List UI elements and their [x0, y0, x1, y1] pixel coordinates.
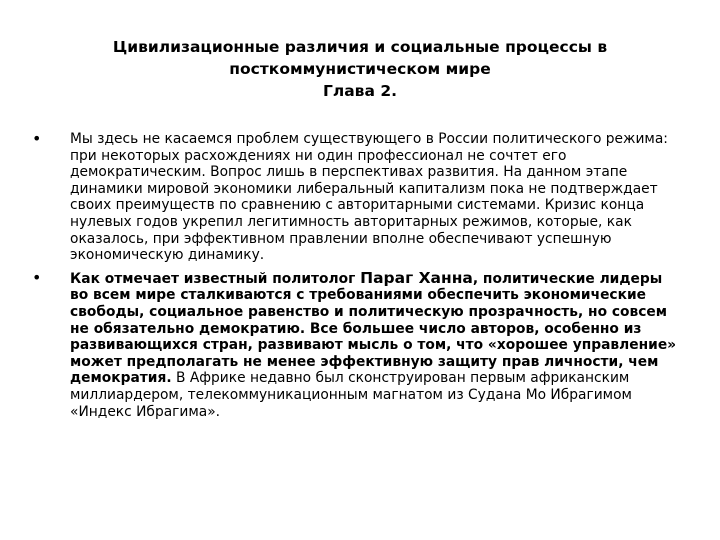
bullet-text-2-bold-body: , политические лидеры во всем мире сталкиваются с требованиями обеспечить экономические свободы, социальное равенство и политическую прозрачность, но совсем не обязательно демократию. Все большее число авторов, особенно из развивающихся стран, развивают мысль о том, что «хорошее управление» может предполагать не менее эффективную защиту прав личности, чем демократия.: [70, 270, 677, 387]
bullet-text-1: Мы здесь не касаемся проблем существующего в России политического режима: при некоторых расхождениях ни один профессионал не сочтет его демократическим. Вопрос лишь в перспективах развития. На данном этапе динамики мировой экономики либеральный капитализм пока не подтверждает своих преимуществ по сравнению с авторитарными системами. Кризис конца нулевых годов укрепил легитимность авторитарных режимов, которые, как оказалось, при эффективном правлении вполне обеспечивают успешную экономическую динамику.: [70, 131, 668, 264]
bullet-text-2-normal: В Африке недавно был сконструирован первым африканским миллиардером, телекоммуникационным магнатом из Судана Мо Ибрагимом «Индекс Ибрагима».: [70, 370, 632, 420]
bullet-item-1: [32, 131, 684, 264]
slide-title: [40, 36, 680, 102]
bullet-item-2: [32, 267, 684, 420]
title-line-2: посткоммунистическом мире: [229, 60, 491, 78]
title-line-3: Глава 2.: [322, 82, 398, 100]
bullet-marker-icon: •: [32, 267, 42, 287]
bullet-marker-icon: •: [32, 129, 42, 148]
title-line-1: Цивилизационные различия и социальные процессы в: [112, 38, 608, 56]
bullet-text-2-author-name: Параг Ханна: [360, 268, 473, 287]
bullet-list: [32, 131, 684, 426]
bullet-text-2-bold-intro: Как отмечает известный политолог: [70, 270, 361, 287]
